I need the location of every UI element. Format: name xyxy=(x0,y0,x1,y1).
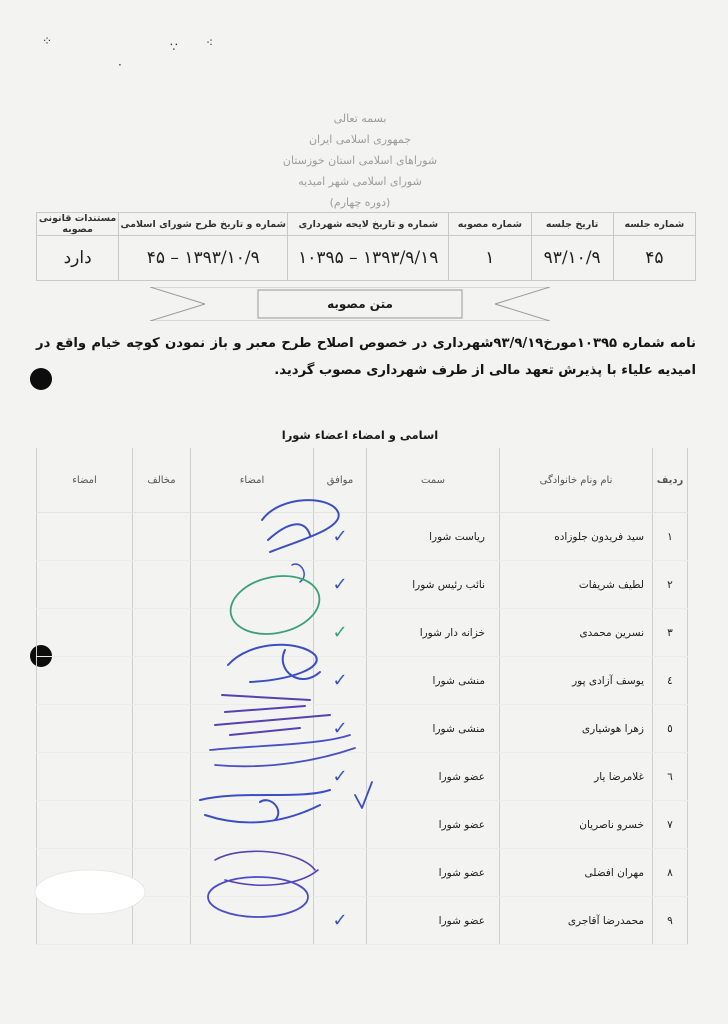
signature-cell-2 xyxy=(37,561,133,609)
signature-cell-2 xyxy=(37,849,133,897)
col-signature: امضاء xyxy=(191,448,314,513)
agree-check xyxy=(314,801,367,849)
scan-speck: ⁖ xyxy=(206,36,214,50)
agree-check: ✓ xyxy=(314,897,367,945)
meta-header: شماره و تاریخ لایحه شهرداری xyxy=(288,213,449,236)
agree-check xyxy=(314,849,367,897)
agree-check: ✓ xyxy=(314,705,367,753)
signature-cell xyxy=(191,513,314,561)
member-name: غلامرضا یار xyxy=(500,753,653,801)
member-name: سید فریدون جلوزاده xyxy=(500,513,653,561)
row-number: ٥ xyxy=(653,705,688,753)
col-oppose: مخالف xyxy=(133,448,191,513)
oppose-cell xyxy=(133,561,191,609)
col-name: نام ونام خانوادگی xyxy=(500,448,653,513)
col-position: سمت xyxy=(367,448,500,513)
meta-header: تاریخ جلسه xyxy=(531,213,613,236)
oppose-cell xyxy=(133,513,191,561)
member-position: منشی شورا xyxy=(367,705,500,753)
table-row xyxy=(37,897,688,945)
table-row xyxy=(37,657,688,705)
member-position: خزانه دار شورا xyxy=(367,609,500,657)
member-name: یوسف آزادی پور xyxy=(500,657,653,705)
member-position: ریاست شورا xyxy=(367,513,500,561)
meeting-info-table xyxy=(36,212,696,281)
row-number: ۲ xyxy=(653,561,688,609)
signature-cell xyxy=(191,849,314,897)
agree-check: ✓ xyxy=(314,561,367,609)
member-position: عضو شورا xyxy=(367,849,500,897)
col-agree: موافق xyxy=(314,448,367,513)
signature-cell xyxy=(191,609,314,657)
members-table xyxy=(36,448,688,945)
signature-cell-2 xyxy=(37,609,133,657)
oppose-cell xyxy=(133,753,191,801)
signature-cell-2 xyxy=(37,801,133,849)
agree-check: ✓ xyxy=(314,657,367,705)
oppose-cell xyxy=(133,609,191,657)
scan-speck: · xyxy=(118,58,122,72)
row-number: ۳ xyxy=(653,609,688,657)
oppose-cell xyxy=(133,849,191,897)
signature-cell-2 xyxy=(37,513,133,561)
table-row xyxy=(37,801,688,849)
scan-speck: ⁘ xyxy=(42,34,53,48)
oppose-cell xyxy=(133,897,191,945)
signature-cell-2 xyxy=(37,705,133,753)
meeting-date: ۹۳/۱۰/۹ xyxy=(531,236,613,281)
resolution-text: نامه شماره ۱۰۳۹۵مورخ۹۳/۹/۱۹شهرداری در خصوص اصلاح طرح معبر و باز نمودن کوچه خیام واقع در امیدیه علیاء با پذیرش تعهد مالی از طرف شهرداری مصوب گردید. xyxy=(36,336,696,378)
header-line: جمهوری اسلامی ایران xyxy=(308,133,412,146)
agree-check: ✓ xyxy=(314,513,367,561)
member-name: لطیف شریفات xyxy=(500,561,653,609)
meta-header: شماره مصوبه xyxy=(449,213,531,236)
member-name: خسرو ناصریان xyxy=(500,801,653,849)
oppose-cell xyxy=(133,801,191,849)
signature-cell xyxy=(191,561,314,609)
signature-cell xyxy=(191,657,314,705)
header-line: بسمه تعالی xyxy=(333,112,387,125)
row-number: ۱ xyxy=(653,513,688,561)
row-number: ٤ xyxy=(653,657,688,705)
plan-number-date: ۱۳۹۳/۱۰/۹ – ۴۵ xyxy=(119,236,288,281)
row-number: ٩ xyxy=(653,897,688,945)
legal-basis: دارد xyxy=(37,236,119,281)
table-row xyxy=(37,513,688,561)
member-position: عضو شورا xyxy=(367,753,500,801)
table-row xyxy=(37,705,688,753)
table-row xyxy=(37,561,688,609)
member-name: نسرین محمدی xyxy=(500,609,653,657)
member-name: مهران افضلی xyxy=(500,849,653,897)
meta-header: شماره و تاریخ طرح شورای اسلامی xyxy=(119,213,288,236)
meta-header: مستندات قانونی مصوبه xyxy=(37,213,119,236)
signature-cell xyxy=(191,705,314,753)
signature-cell-2 xyxy=(37,897,133,945)
row-number: ٨ xyxy=(653,849,688,897)
member-position: نائب رئیس شورا xyxy=(367,561,500,609)
meta-header: شماره جلسه xyxy=(613,213,695,236)
letterhead xyxy=(200,108,520,213)
member-name: زهرا هوشیاری xyxy=(500,705,653,753)
row-number: ٦ xyxy=(653,753,688,801)
oppose-cell xyxy=(133,657,191,705)
header-line: شورای اسلامی شهر امیدیه xyxy=(298,175,422,188)
header-line: (دوره چهارم) xyxy=(329,196,391,209)
member-position: عضو شورا xyxy=(367,801,500,849)
table-row xyxy=(37,609,688,657)
signature-cell xyxy=(191,801,314,849)
resolution-number: ۱ xyxy=(449,236,531,281)
signature-cell xyxy=(191,753,314,801)
section-title: متن مصوبه xyxy=(327,297,393,311)
signature-cell-2 xyxy=(37,657,133,705)
member-position: منشی شورا xyxy=(367,657,500,705)
oppose-cell xyxy=(133,705,191,753)
agree-check: ✓ xyxy=(314,609,367,657)
member-name: محمدرضا آقاجری xyxy=(500,897,653,945)
header-line: شوراهای اسلامی استان خوزستان xyxy=(282,154,438,167)
agree-check: ✓ xyxy=(314,753,367,801)
col-signature-2: امضاء xyxy=(37,448,133,513)
bill-number-date: ۱۳۹۳/۹/۱۹ – ۱۰۳۹۵ xyxy=(288,236,449,281)
table-row xyxy=(37,849,688,897)
col-row-number: ردیف xyxy=(653,448,688,513)
signatures-title: اسامی و امضاء اعضاء شورا xyxy=(281,428,439,442)
meeting-number: ۴۵ xyxy=(613,236,695,281)
member-position: عضو شورا xyxy=(367,897,500,945)
scan-speck: ∵ xyxy=(170,40,178,54)
signature-cell xyxy=(191,897,314,945)
table-row xyxy=(37,753,688,801)
signature-cell-2 xyxy=(37,753,133,801)
row-number: ٧ xyxy=(653,801,688,849)
